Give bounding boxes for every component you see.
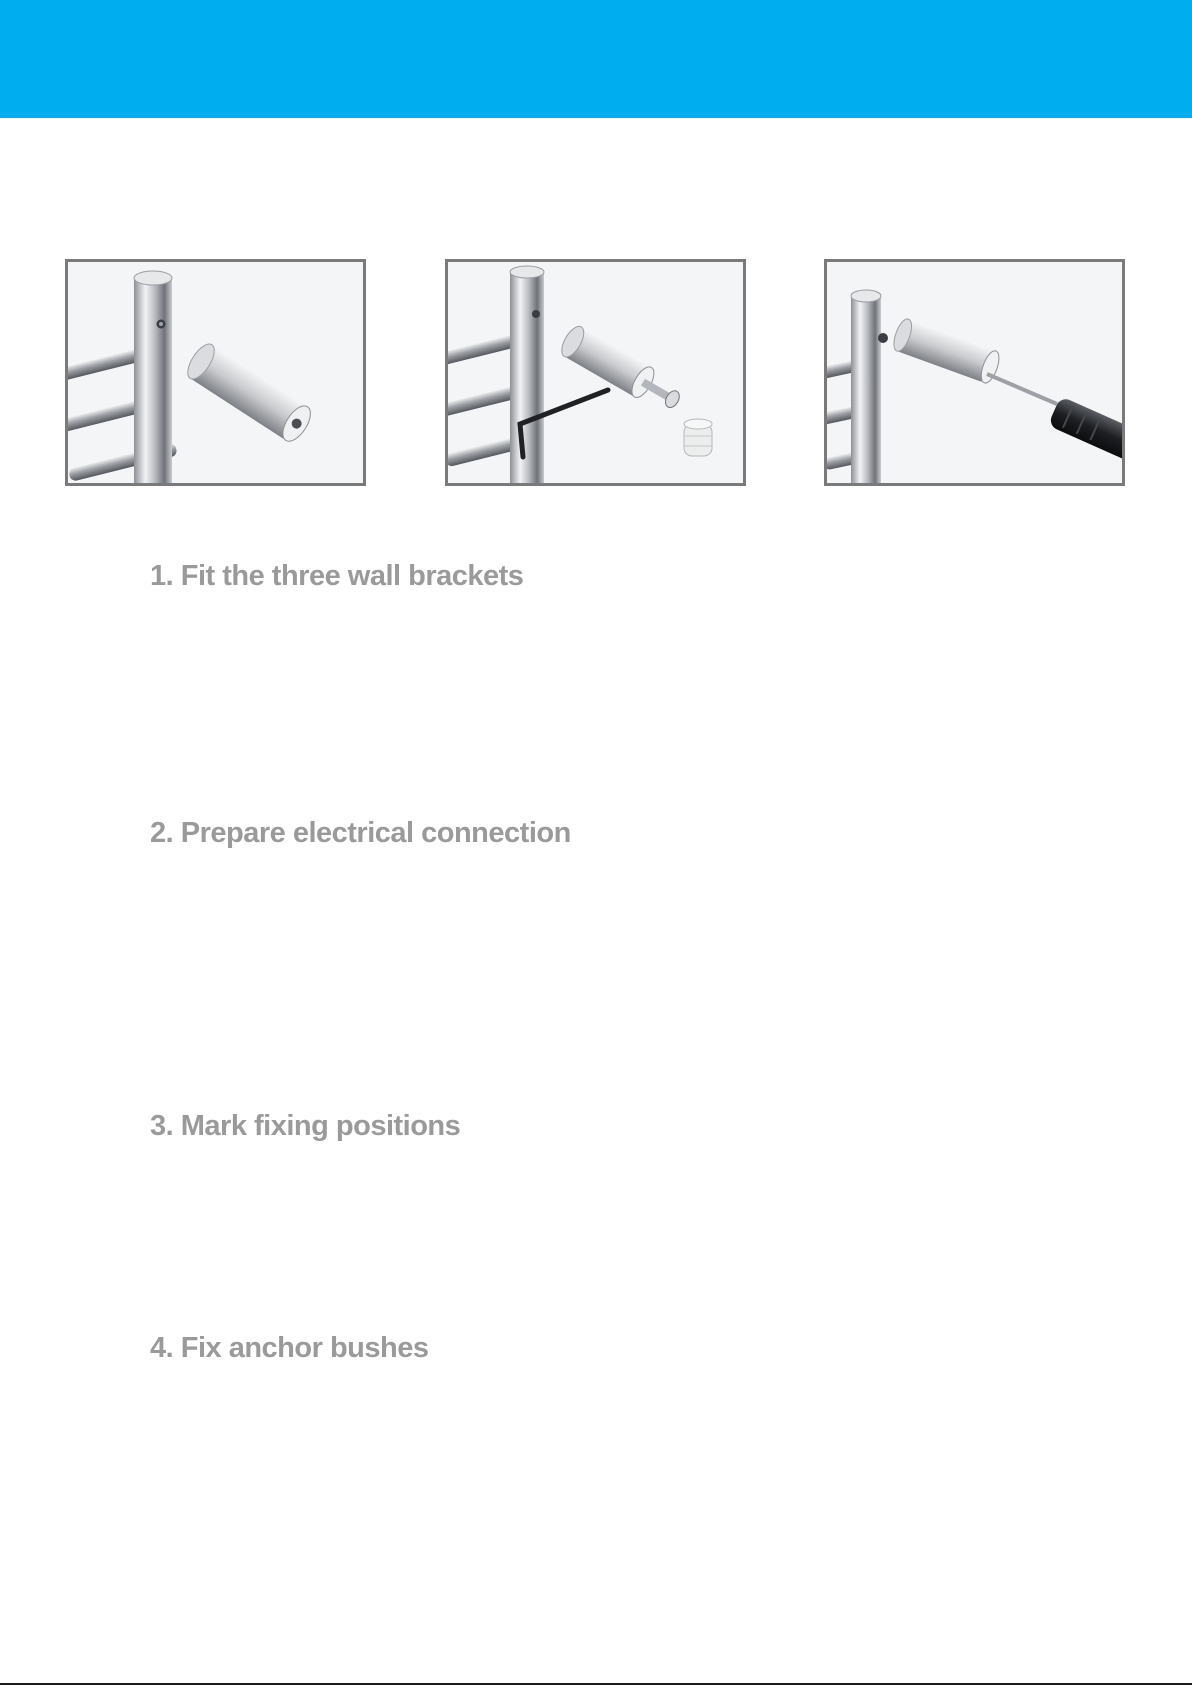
bracket-allen-key-illustration <box>448 262 743 483</box>
illustration-panel-2 <box>445 259 746 486</box>
rail-bracket-sleeve-illustration <box>68 262 363 483</box>
step-4-heading: 4. Fix anchor bushes <box>150 1332 429 1364</box>
illustration-panel-1 <box>65 259 366 486</box>
step-1-heading: 1. Fit the three wall brackets <box>150 560 524 592</box>
step-3-heading: 3. Mark fixing positions <box>150 1110 461 1142</box>
screwdriver-bracket-illustration <box>827 262 1122 483</box>
step-2-heading: 2. Prepare electrical connection <box>150 817 571 849</box>
header-band <box>0 0 1192 118</box>
illustration-panel-3 <box>824 259 1125 486</box>
